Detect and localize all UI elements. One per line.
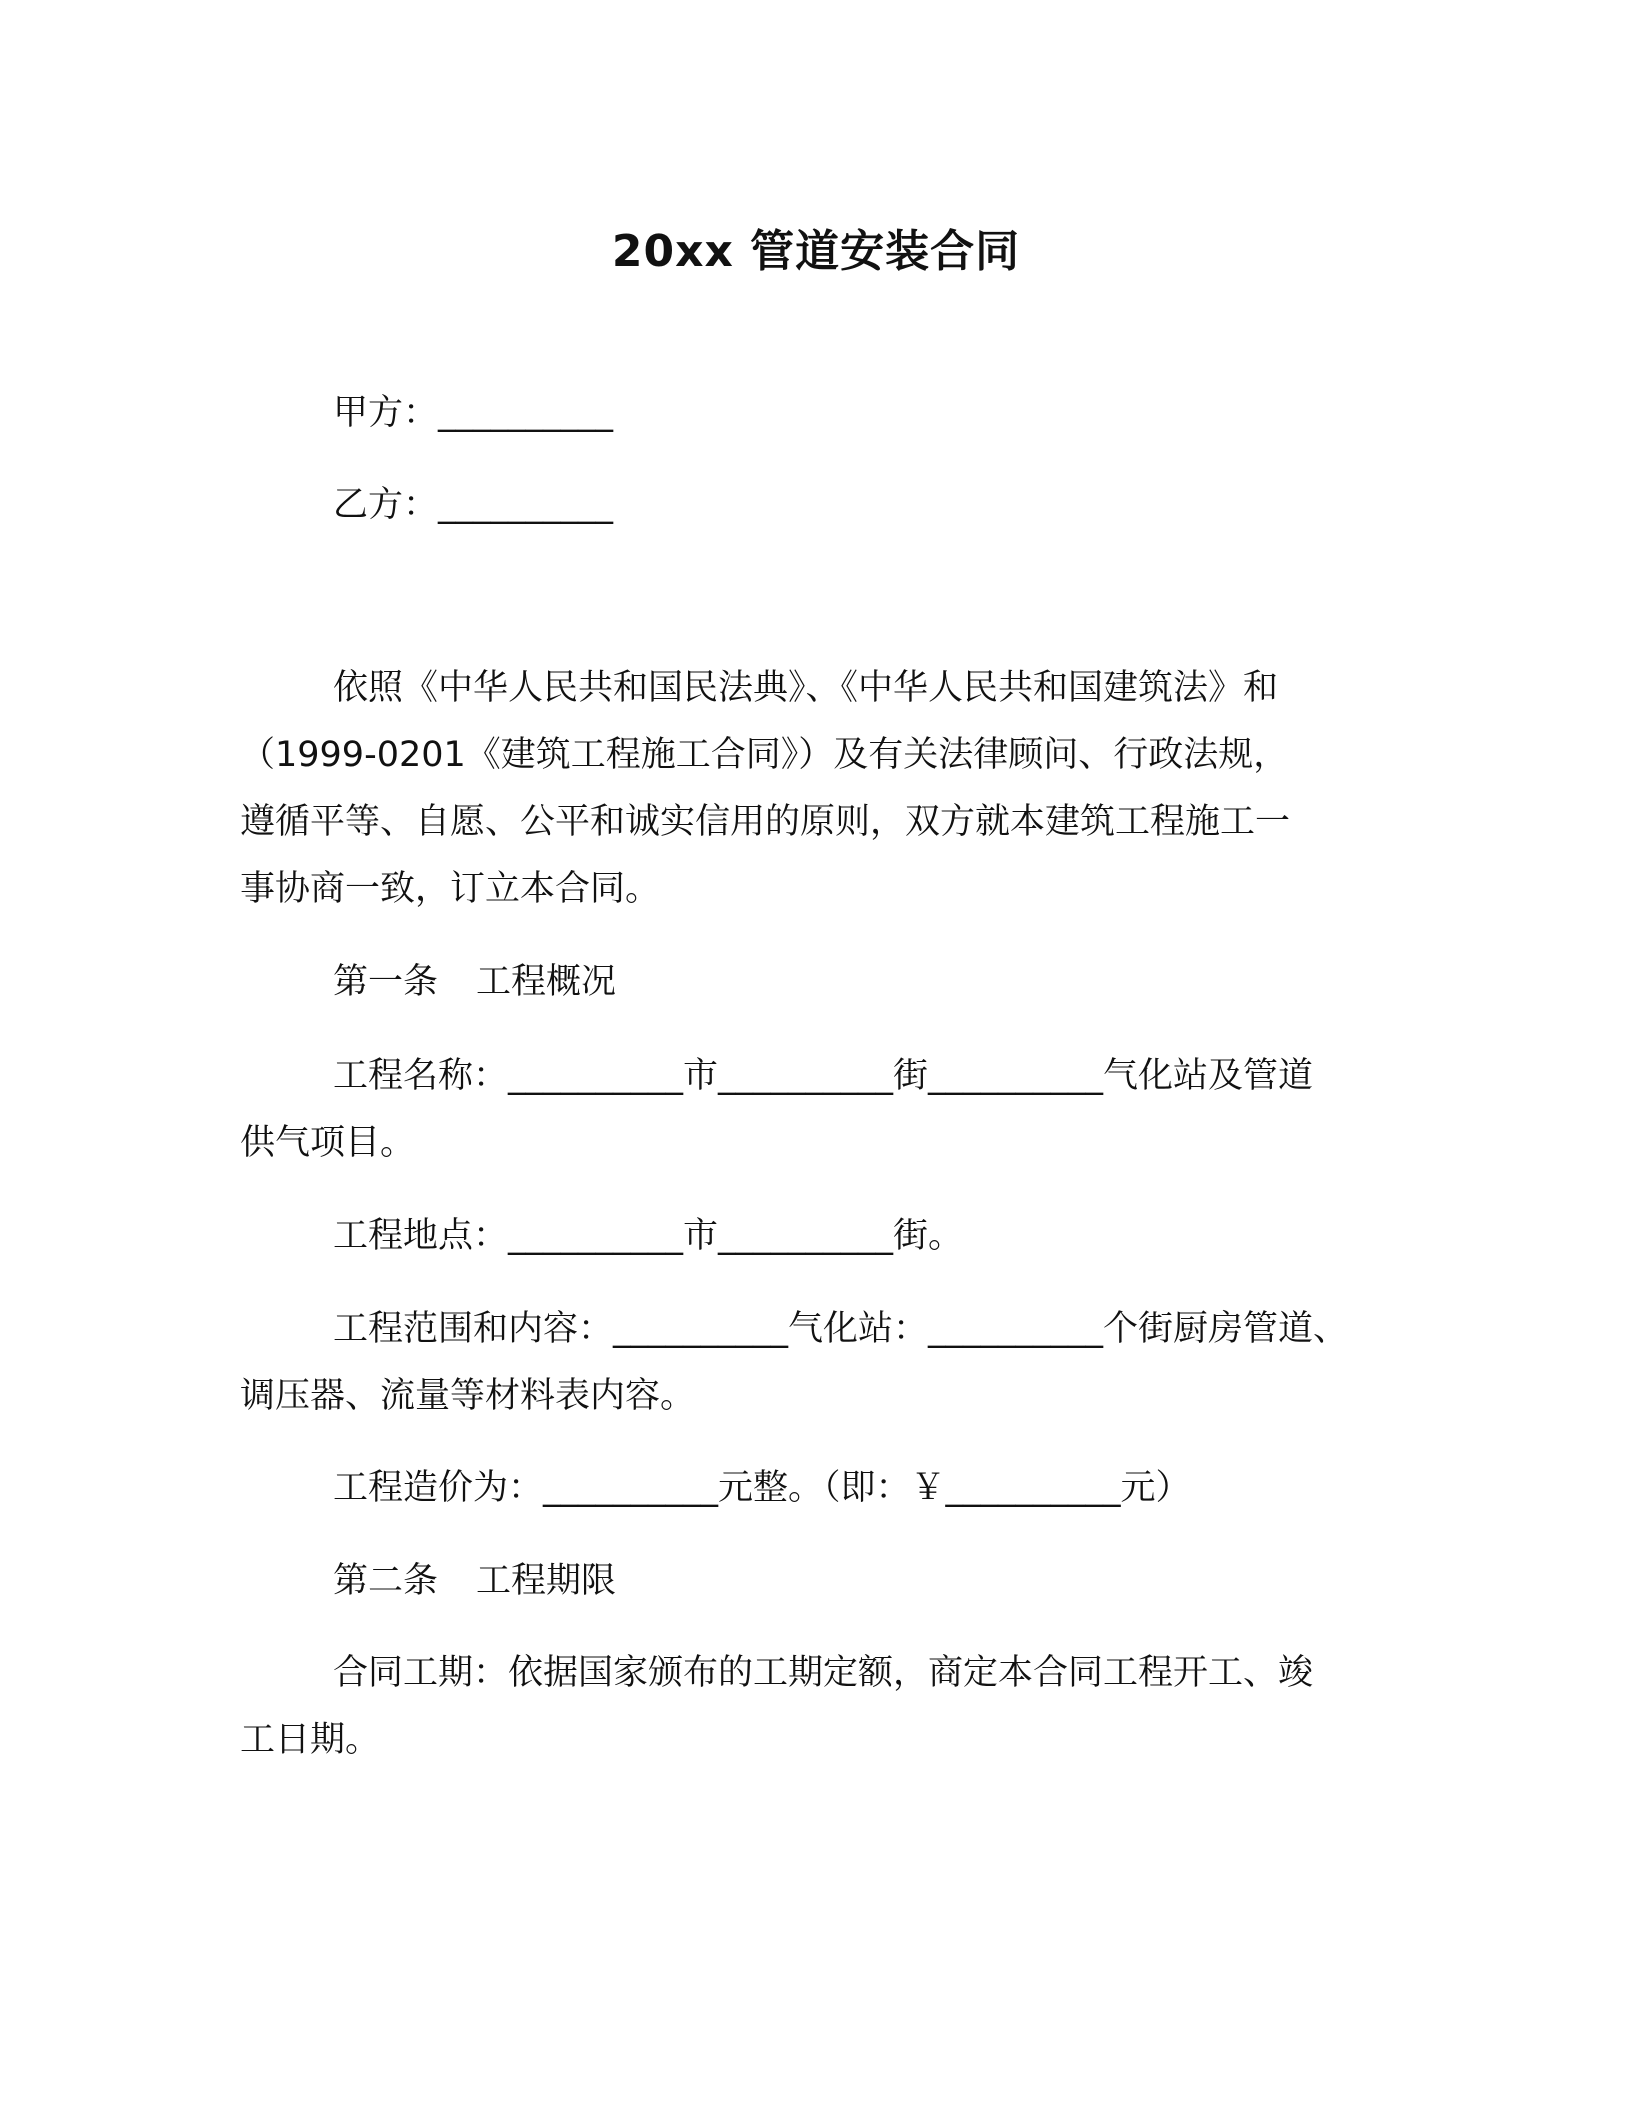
project-name-paragraph	[240, 1043, 1420, 1177]
article-2-title: 工程期限	[476, 1561, 617, 1601]
contract-period-line-1: 合同工期：依据国家颁布的工期定额，商定本合同工程开工、竣	[333, 1653, 1314, 1693]
preamble-line-2: （1999-0201《建筑工程施工合同》）及有关法律顾问、行政法规，	[240, 735, 1289, 775]
project-cost-paragraph	[240, 1455, 1420, 1522]
article-1-number: 第一条	[333, 962, 439, 1002]
party-a-line: 甲方：__________	[333, 393, 614, 433]
page-title: 20xx 管道安装合同	[611, 226, 1021, 277]
project-location-line: 工程地点：__________市__________街。	[333, 1216, 964, 1256]
project-location-paragraph	[240, 1203, 1420, 1270]
preamble-line-1: 依照《中华人民共和国民法典》、《中华人民共和国建筑法》和	[333, 668, 1279, 708]
project-scope-paragraph	[240, 1296, 1420, 1430]
project-name-line-1: 工程名称：__________市__________街__________气化站及管道	[333, 1056, 1314, 1096]
article-1-heading	[333, 957, 616, 1007]
party-b-line: 乙方：__________	[333, 485, 614, 525]
project-scope-line-2: 调压器、流量等材料表内容。	[240, 1376, 696, 1416]
contract-period-line-2: 工日期。	[240, 1720, 381, 1760]
project-scope-line-1: 工程范围和内容：__________气化站：__________个街厨房管道、	[333, 1309, 1349, 1349]
contract-period-paragraph	[240, 1640, 1420, 1774]
article-2-number: 第二条	[333, 1561, 439, 1601]
project-cost-line: 工程造价为：__________元整。（即：￥__________元）	[333, 1468, 1191, 1508]
preamble-line-3: 遵循平等、自愿、公平和诚实信用的原则，双方就本建筑工程施工一	[240, 802, 1291, 842]
project-name-line-2: 供气项目。	[240, 1123, 416, 1163]
preamble-line-4: 事协商一致，订立本合同。	[240, 869, 661, 909]
preamble-paragraph	[240, 655, 1420, 923]
article-1-title: 工程概况	[476, 962, 617, 1002]
article-2-heading	[333, 1556, 616, 1606]
